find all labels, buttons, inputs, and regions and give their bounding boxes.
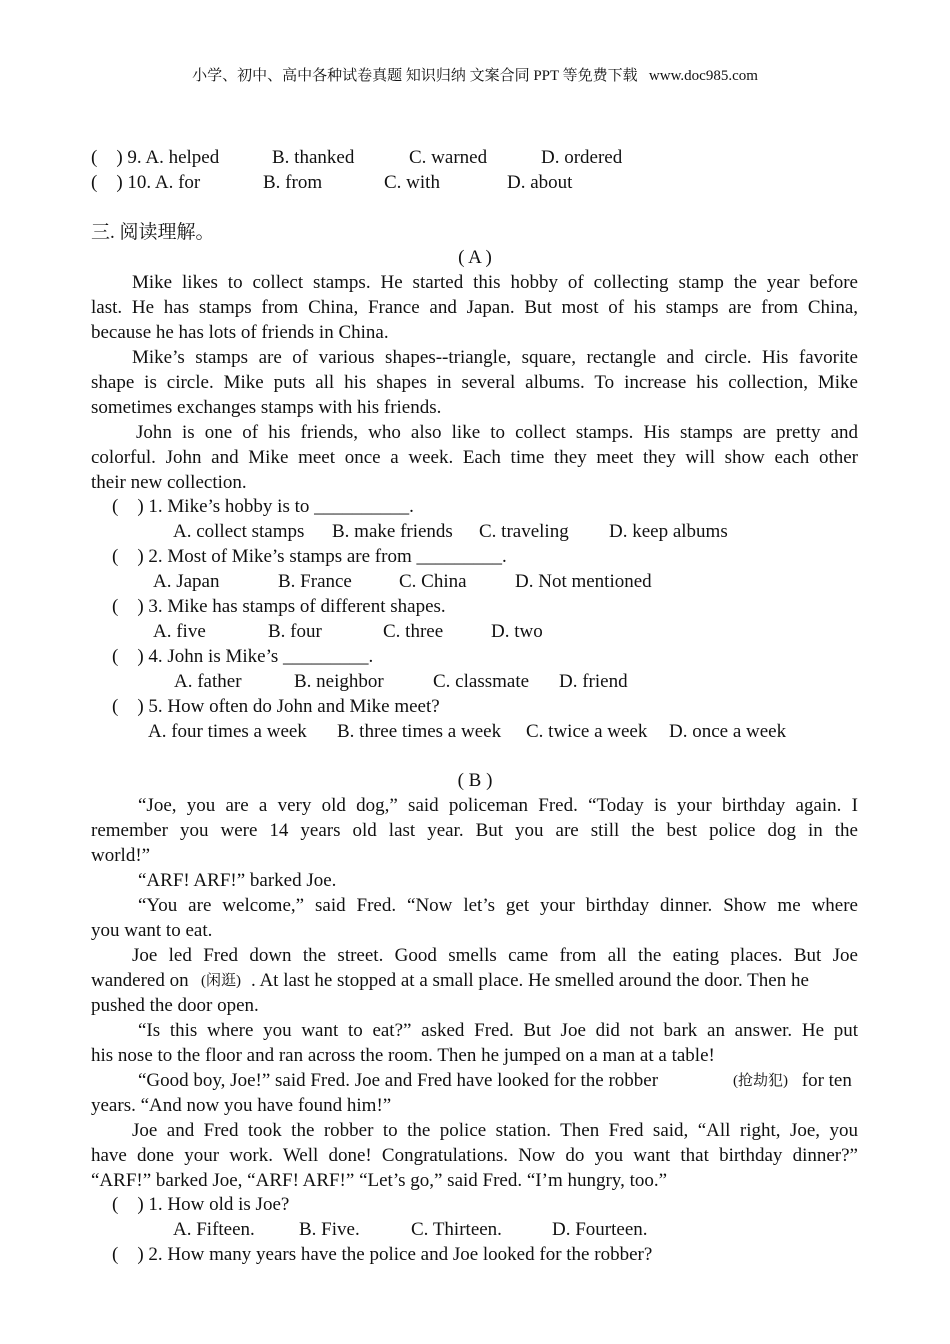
question-a-2-option: D. Not mentioned: [515, 571, 652, 592]
question-a-5-option: B. three times a week: [337, 721, 502, 742]
question-a-5-option: A. four times a week: [148, 721, 307, 742]
question-a-3: ( ) 3. Mike has stamps of different shapes.: [112, 596, 446, 617]
passage-b-line: “ARF!” barked Joe, “ARF! ARF!” “Let’s go,” said Fred. “I’m hungry, too.”: [91, 1170, 668, 1191]
passage-a-line: John is one of his friends, who also like to collect stamps. His stamps are pretty and: [136, 422, 858, 443]
question-a-2-option: B. France: [278, 571, 352, 592]
passage-b-line-segment: for ten: [797, 1070, 852, 1091]
section-3-title: 三. 阅读理解。: [91, 222, 215, 243]
passage-b-line: years. “And now you have found him!”: [91, 1095, 392, 1116]
passage-b-line: Joe and Fred took the robber to the police station. Then Fred said, “All right, Joe, you: [132, 1120, 858, 1141]
question-a-3-option: D. two: [491, 621, 543, 642]
question-a-4-option: D. friend: [559, 671, 628, 692]
cloze-item-9-option-d: D. ordered: [541, 147, 623, 168]
cloze-item-9: ( ) 9. A. helped: [91, 147, 220, 168]
question-a-3-option: B. four: [268, 621, 322, 642]
question-a-3-option: C. three: [383, 621, 444, 642]
cloze-item-10: ( ) 10. A. for: [91, 172, 201, 193]
question-b-1: ( ) 1. How old is Joe?: [112, 1194, 290, 1215]
cloze-item-10-option-b: B. from: [263, 172, 323, 193]
passage-b-line: Joe led Fred down the street. Good smells came from all the eating places. But Joe: [132, 945, 858, 966]
question-a-4-option: B. neighbor: [294, 671, 384, 692]
question-a-3-option: A. five: [153, 621, 206, 642]
question-a-2-option: A. Japan: [153, 571, 220, 592]
cloze-item-9-option-b: B. thanked: [272, 147, 355, 168]
passage-a-line: their new collection.: [91, 472, 247, 493]
passage-b-line-segment: “Good boy, Joe!” said Fred. Joe and Fred have looked for the robber: [138, 1070, 659, 1091]
cloze-item-10-option-c: C. with: [384, 172, 440, 193]
question-a-5-option: C. twice a week: [526, 721, 648, 742]
question-b-2: ( ) 2. How many years have the police and Joe looked for the robber?: [112, 1244, 653, 1265]
question-a-4-option: C. classmate: [433, 671, 530, 692]
passage-b-line: pushed the door open.: [91, 995, 259, 1016]
question-a-2-option: C. China: [399, 571, 467, 592]
question-a-4: ( ) 4. John is Mike’s _________.: [112, 646, 374, 667]
passage-a-line: Mike’s stamps are of various shapes--triangle, square, rectangle and circle. His favorite: [132, 347, 858, 368]
passage-b-line: “Joe, you are a very old dog,” said policeman Fred. “Today is your birthday again. I: [138, 795, 858, 816]
question-a-5-option: D. once a week: [669, 721, 787, 742]
passage-a-label: ( A ): [458, 247, 492, 268]
question-b-1-option: B. Five.: [299, 1219, 360, 1240]
passage-b-gloss: (闲逛): [201, 973, 241, 989]
passage-b-line: world!”: [91, 845, 151, 866]
question-b-1-option: A. Fifteen.: [173, 1219, 255, 1240]
passage-a-line: Mike likes to collect stamps. He started this hobby of collecting stamp the year before: [132, 272, 858, 293]
question-b-1-option: D. Fourteen.: [552, 1219, 648, 1240]
passage-b-label: ( B ): [457, 770, 493, 791]
cloze-item-9-option-c: C. warned: [409, 147, 488, 168]
passage-b-line: “Is this where you want to eat?” asked Fred. But Joe did not bark an answer. He put: [138, 1020, 858, 1041]
question-a-1-option: A. collect stamps: [173, 521, 305, 542]
passage-a-line: because he has lots of friends in China.: [91, 322, 389, 343]
cloze-item-10-option-d: D. about: [507, 172, 573, 193]
question-a-5: ( ) 5. How often do John and Mike meet?: [112, 696, 440, 717]
passage-b-line: “You are welcome,” said Fred. “Now let’s get your birthday dinner. Show me where: [138, 895, 858, 916]
passage-a-line: shape is circle. Mike puts all his shapes in several albums. To increase his collection, Mike: [91, 372, 858, 393]
passage-b-line: “ARF! ARF!” barked Joe.: [138, 870, 337, 891]
passage-b-line-segment: . At last he stopped at a small place. He smelled around the door. Then he: [251, 970, 809, 991]
passage-b-line: you want to eat.: [91, 920, 213, 941]
question-a-1: ( ) 1. Mike’s hobby is to __________.: [112, 496, 414, 517]
passage-a-line: sometimes exchanges stamps with his friends.: [91, 397, 442, 418]
question-a-1-option: C. traveling: [479, 521, 569, 542]
question-a-1-option: B. make friends: [332, 521, 453, 542]
question-b-1-option: C. Thirteen.: [411, 1219, 502, 1240]
passage-b-line: have done your work. Well done! Congratulations. Now do you want that birthday dinner?”: [91, 1145, 858, 1166]
passage-b-line: remember you were 14 years old last year. But you are still the best police dog in the: [91, 820, 858, 841]
passage-a-line: last. He has stamps from China, France and Japan. But most of his stamps are from China,: [91, 297, 858, 318]
page-header: 小学、初中、高中各种试卷真题 知识归纳 文案合同 PPT 等免费下载 www.doc985.com: [192, 68, 758, 84]
question-a-1-option: D. keep albums: [609, 521, 728, 542]
passage-b-gloss: (抢劫犯): [733, 1073, 788, 1089]
passage-a-line: colorful. John and Mike meet once a week. Each time they meet they will show each other: [91, 447, 858, 468]
passage-b-line-segment: wandered on: [91, 970, 189, 991]
passage-b-line: his nose to the floor and ran across the room. Then he jumped on a man at a table!: [91, 1045, 715, 1066]
question-a-4-option: A. father: [174, 671, 242, 692]
question-a-2: ( ) 2. Most of Mike’s stamps are from _________.: [112, 546, 507, 567]
